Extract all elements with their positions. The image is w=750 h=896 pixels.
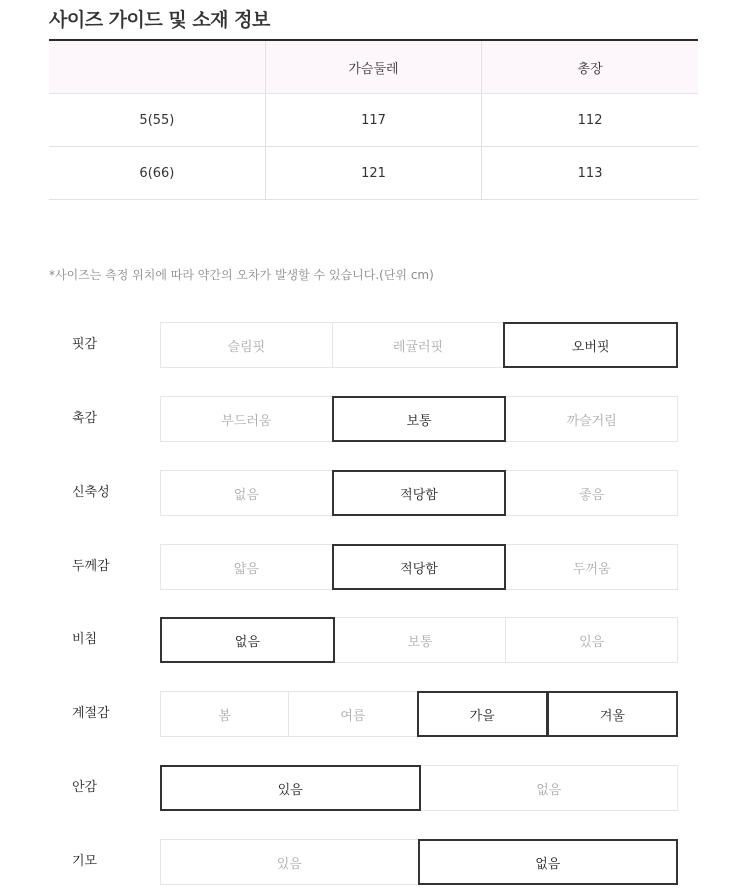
attribute-option[interactable]: 없음 <box>160 470 333 516</box>
attribute-label: 촉감 <box>72 411 98 426</box>
attribute-label: 두께감 <box>72 559 110 574</box>
table-cell: 5(55) <box>49 94 265 147</box>
attribute-option[interactable]: 겨울 <box>547 691 678 737</box>
attribute-option[interactable]: 레귤러핏 <box>332 322 505 368</box>
attribute-option[interactable]: 적당함 <box>332 470 507 516</box>
attribute-option[interactable]: 있음 <box>160 839 419 885</box>
table-header-cell <box>49 40 265 94</box>
attribute-option[interactable]: 좋음 <box>505 470 678 516</box>
attribute-label: 안감 <box>72 780 98 795</box>
attribute-option[interactable]: 없음 <box>420 765 679 811</box>
attribute-label: 계절감 <box>72 706 110 721</box>
attribute-option[interactable]: 봄 <box>160 691 289 737</box>
table-cell: 113 <box>482 147 698 200</box>
attribute-option[interactable]: 까슬거림 <box>505 396 678 442</box>
attribute-options <box>160 544 678 590</box>
table-row <box>49 94 698 147</box>
attribute-option[interactable]: 슬림핏 <box>160 322 333 368</box>
attribute-option[interactable]: 없음 <box>418 839 679 885</box>
attribute-option[interactable]: 보통 <box>332 396 507 442</box>
table-cell: 6(66) <box>49 147 265 200</box>
attribute-label: 비침 <box>72 632 98 647</box>
attribute-options <box>160 322 678 368</box>
table-header-cell: 총장 <box>482 40 698 94</box>
table-header-row <box>49 40 698 94</box>
attribute-label: 기모 <box>72 854 98 869</box>
attribute-option[interactable]: 있음 <box>505 617 678 663</box>
attribute-options <box>160 470 678 516</box>
table-cell: 121 <box>265 147 481 200</box>
attribute-options <box>160 396 678 442</box>
attribute-option[interactable]: 적당함 <box>332 544 507 590</box>
attribute-options <box>160 839 678 885</box>
measurement-note: *사이즈는 측정 위치에 따라 약간의 오차가 발생할 수 있습니다.(단위 cm) <box>49 268 434 282</box>
size-table <box>49 39 698 200</box>
attribute-option[interactable]: 오버핏 <box>503 322 678 368</box>
page-title: 사이즈 가이드 및 소재 정보 <box>49 9 270 31</box>
attribute-option[interactable]: 보통 <box>334 617 507 663</box>
attribute-options <box>160 691 678 737</box>
attribute-option[interactable]: 여름 <box>288 691 417 737</box>
attribute-option[interactable]: 얇음 <box>160 544 333 590</box>
table-header-cell: 가슴둘레 <box>265 40 481 94</box>
table-row <box>49 147 698 200</box>
table-cell: 112 <box>482 94 698 147</box>
attribute-label: 신축성 <box>72 485 110 500</box>
attribute-option[interactable]: 두꺼움 <box>505 544 678 590</box>
attribute-option[interactable]: 가을 <box>417 691 548 737</box>
table-cell: 117 <box>265 94 481 147</box>
attribute-label: 핏감 <box>72 337 98 352</box>
attribute-option[interactable]: 없음 <box>160 617 335 663</box>
attribute-option[interactable]: 있음 <box>160 765 421 811</box>
attribute-option[interactable]: 부드러움 <box>160 396 333 442</box>
attribute-options <box>160 617 678 663</box>
attribute-options <box>160 765 678 811</box>
